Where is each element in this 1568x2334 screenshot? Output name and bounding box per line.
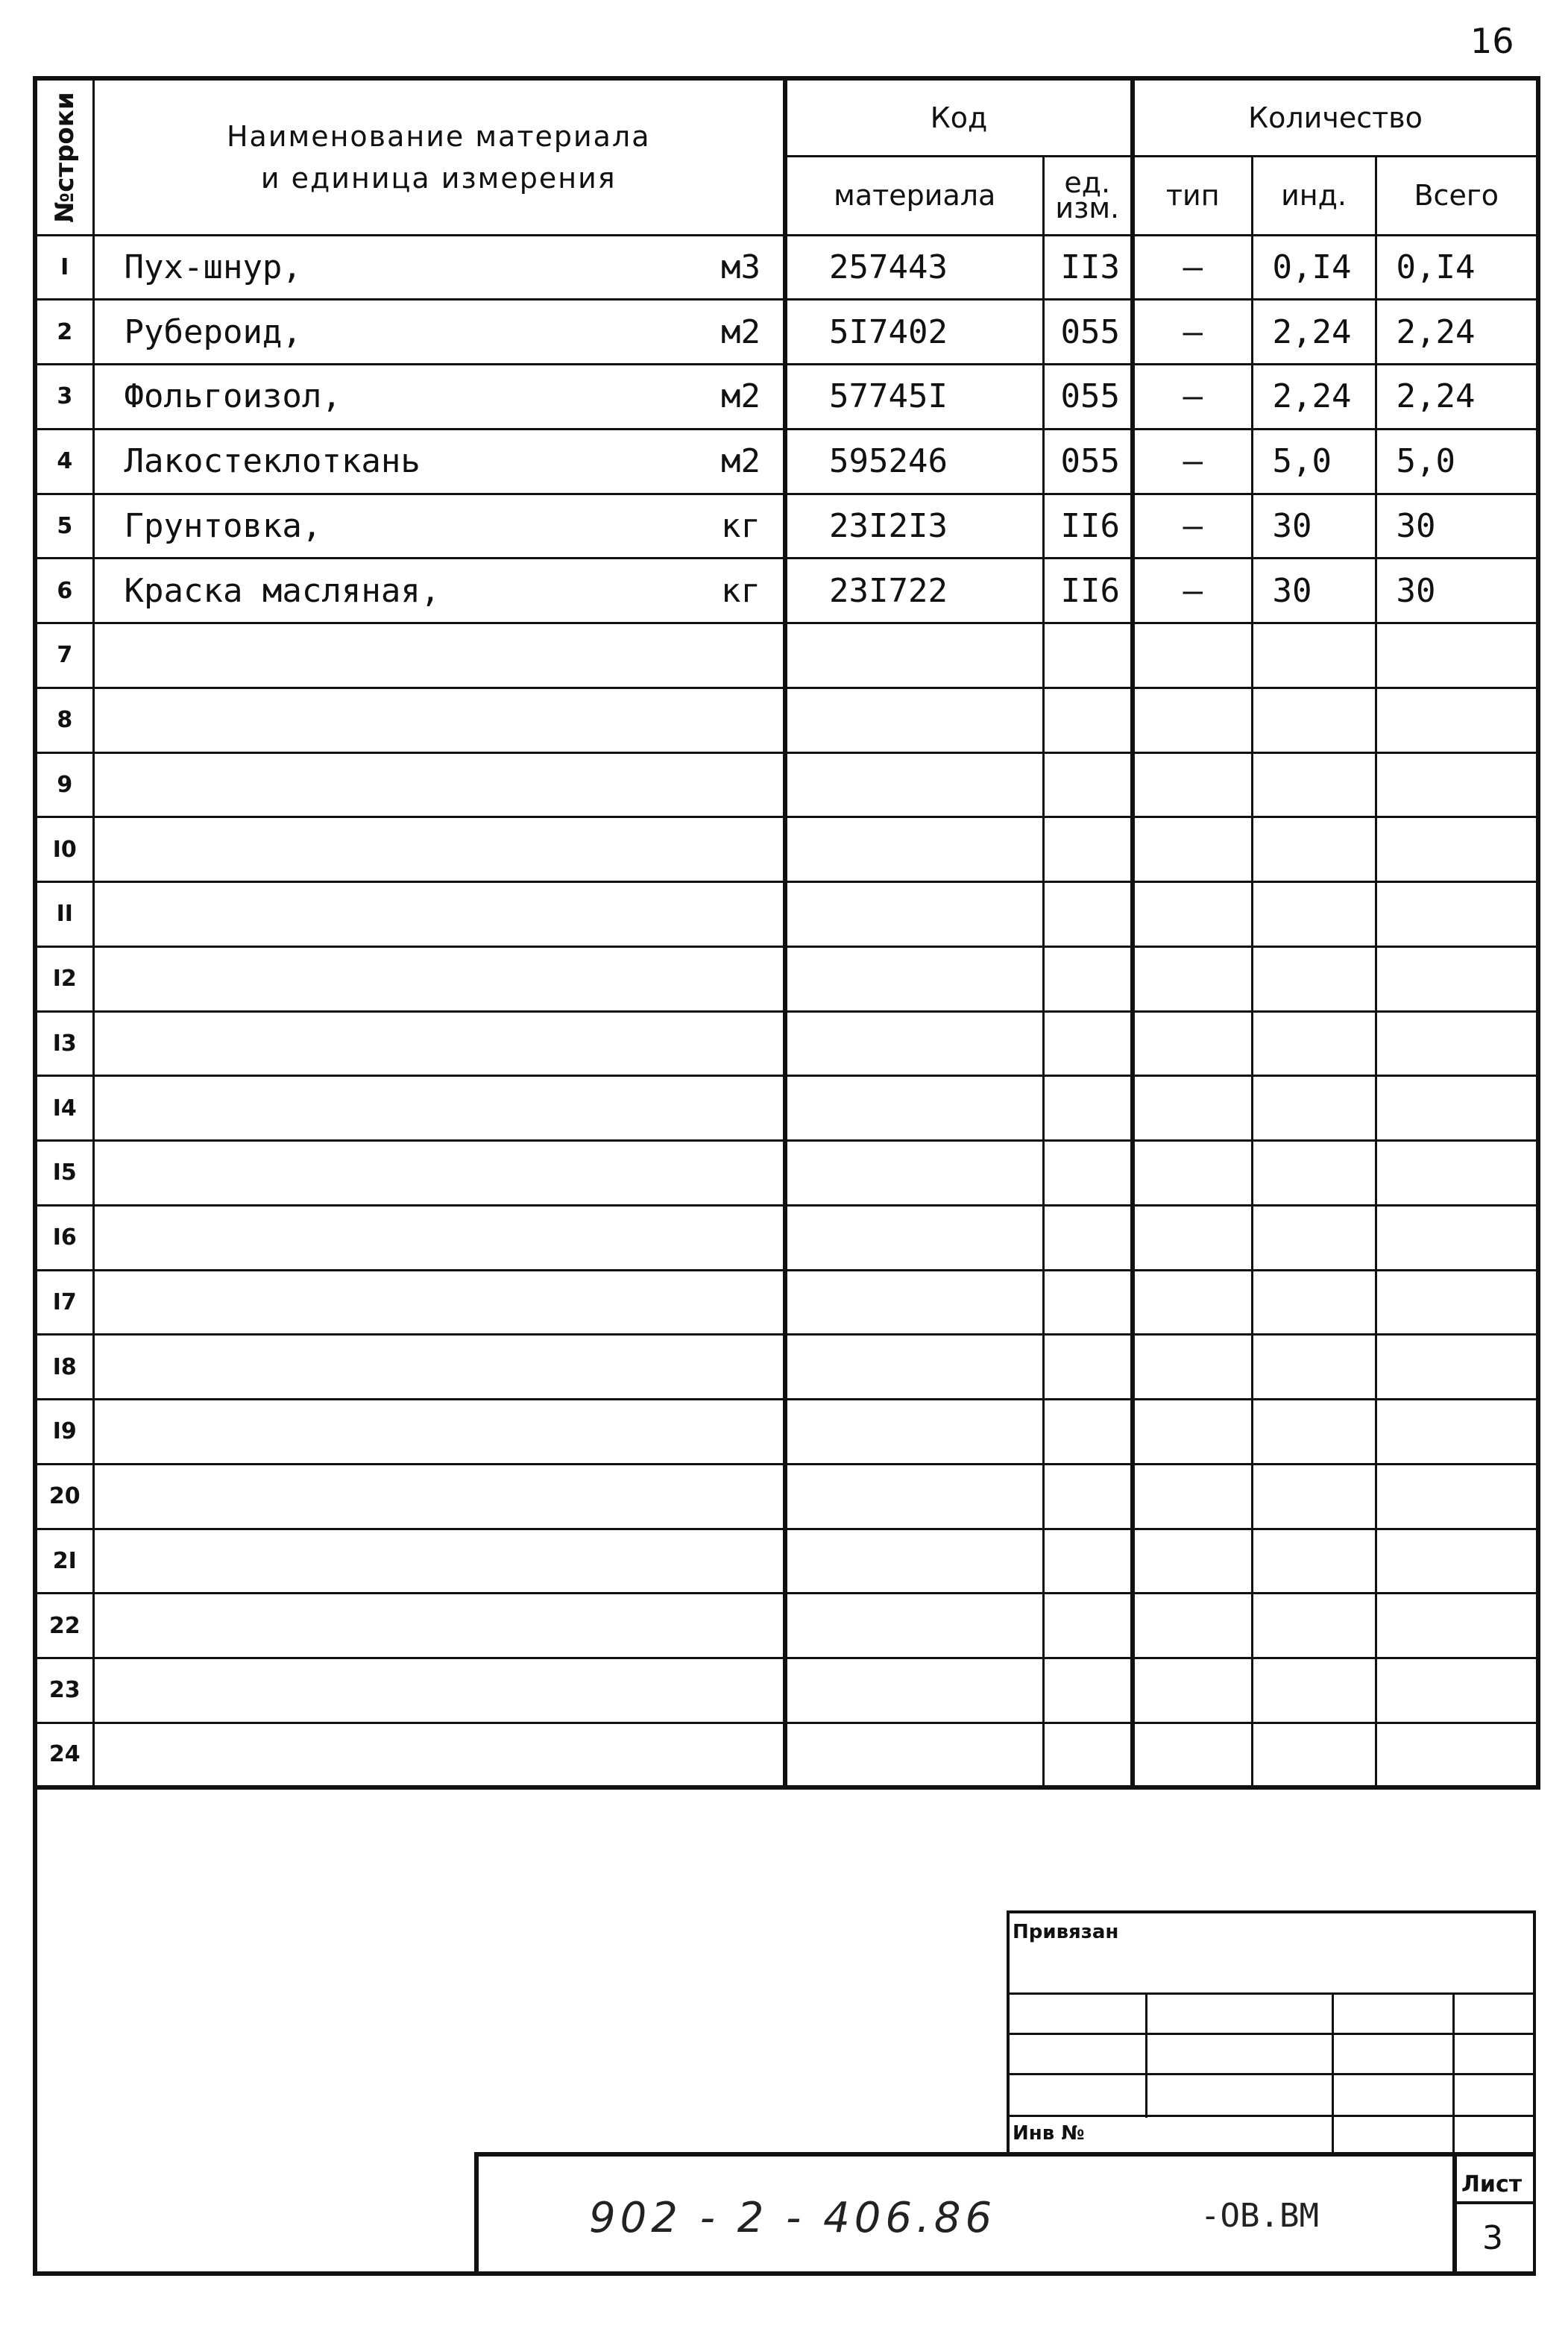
table-row [35,688,1538,752]
qty-total [1376,1011,1538,1076]
material-code: 5I7402 [785,300,1043,365]
unit-code [1043,1723,1133,1787]
qty-type [1133,1011,1252,1076]
table-row [35,1141,1538,1206]
row-number: I8 [35,1335,93,1400]
qty-total: 30 [1376,559,1538,623]
table-row [35,559,1538,623]
material-name: Краска масляная, [124,571,441,610]
qty-type: – [1133,429,1252,494]
qty-ind [1252,1723,1376,1787]
unit-code [1043,1141,1133,1206]
unit-code [1043,1594,1133,1658]
material-code [785,1464,1043,1529]
qty-ind [1252,946,1376,1011]
material-code [785,1141,1043,1206]
qty-type [1133,817,1252,882]
row-number: 2I [35,1529,93,1594]
unit-code: II6 [1043,559,1133,623]
document-code: 902 - 2 - 406.86 [589,2194,997,2242]
qty-type [1133,1723,1252,1787]
qty-ind [1252,1270,1376,1335]
row-number: 23 [35,1658,93,1723]
header-qty-ind: инд. [1252,156,1376,235]
material-name-cell [93,494,785,559]
qty-total: 2,24 [1376,300,1538,365]
material-unit: м2 [721,442,761,481]
material-code: 257443 [785,235,1043,300]
qty-total [1376,752,1538,817]
header-code-material: материала [785,156,1043,235]
row-number: 6 [35,559,93,623]
row-number: 22 [35,1594,93,1658]
table-row [35,1270,1538,1335]
row-number: 2 [35,300,93,365]
unit-code [1043,1400,1133,1465]
material-name-cell [93,1723,785,1787]
qty-type [1133,752,1252,817]
qty-ind: 2,24 [1252,300,1376,365]
row-number: I9 [35,1400,93,1465]
row-number: I2 [35,946,93,1011]
unit-code [1043,1529,1133,1594]
material-code [785,817,1043,882]
qty-total: 2,24 [1376,365,1538,430]
frame-bottom-line [33,2271,1536,2276]
header-code-unit-line1: ед. [1064,166,1111,199]
material-code [785,1076,1043,1141]
unit-code [1043,882,1133,947]
material-unit: кг [721,506,761,545]
row-number: 24 [35,1723,93,1787]
material-name-cell [93,688,785,752]
qty-type: – [1133,365,1252,430]
material-code [785,1658,1043,1723]
stamp-line-4 [1007,2115,1536,2117]
table-row [35,1011,1538,1076]
stamp-bound-label: Привязан [1013,1921,1119,1943]
qty-type [1133,1141,1252,1206]
material-name-cell [93,300,785,365]
material-code [785,752,1043,817]
header-row-number [35,78,93,235]
qty-type [1133,946,1252,1011]
qty-ind [1252,1076,1376,1141]
unit-code [1043,688,1133,752]
row-number: I4 [35,1076,93,1141]
qty-type [1133,1076,1252,1141]
unit-code: 055 [1043,300,1133,365]
material-code [785,1011,1043,1076]
table-row [35,365,1538,430]
unit-code [1043,1464,1133,1529]
material-unit: м2 [721,312,761,351]
stamp-line-2 [1007,2033,1536,2035]
unit-code: 055 [1043,429,1133,494]
material-name-cell [93,1141,785,1206]
stamp-line-3 [1007,2073,1536,2075]
qty-ind: 5,0 [1252,429,1376,494]
table-row [35,752,1538,817]
header-qty-total: Всего [1376,156,1538,235]
qty-type [1133,1205,1252,1270]
sheet-label: Лист [1461,2171,1523,2198]
unit-code: II6 [1043,494,1133,559]
qty-ind [1252,1141,1376,1206]
unit-code [1043,1270,1133,1335]
table-row [35,1658,1538,1723]
material-name-cell [93,623,785,688]
qty-ind [1252,1464,1376,1529]
row-number: 3 [35,365,93,430]
stamp-vline-1 [1145,1992,1147,2118]
material-name-cell [93,1658,785,1723]
table-row [35,1464,1538,1529]
qty-total [1376,688,1538,752]
qty-total [1376,1594,1538,1658]
table-row [35,1400,1538,1465]
qty-total [1376,1205,1538,1270]
qty-ind: 2,24 [1252,365,1376,430]
material-name-cell [93,1205,785,1270]
header-quantity: Количество [1133,78,1538,156]
unit-code [1043,1011,1133,1076]
unit-code [1043,1076,1133,1141]
qty-type: – [1133,300,1252,365]
table-row [35,1076,1538,1141]
stamp-vline-2 [1332,1992,1334,2157]
qty-total [1376,623,1538,688]
qty-type [1133,1335,1252,1400]
material-name-cell [93,1335,785,1400]
header-row-number-label: №строки [49,92,80,223]
material-code: 23I2I3 [785,494,1043,559]
material-code: 595246 [785,429,1043,494]
material-code [785,1205,1043,1270]
material-name-cell [93,1270,785,1335]
material-unit: м3 [721,248,761,286]
materials-table [33,76,1540,1790]
material-name: Рубероид, [124,312,302,351]
unit-code [1043,623,1133,688]
header-material-name-line2: и единица измерения [260,161,617,195]
qty-total: 30 [1376,494,1538,559]
title-block-left-line [474,2152,479,2276]
row-number: I3 [35,1011,93,1076]
header-material-name-line1: Наименование материала [226,119,651,153]
stamp-right-line [1533,1910,1536,2276]
qty-type: – [1133,494,1252,559]
header-qty-type: тип [1133,156,1252,235]
table-row [35,235,1538,300]
qty-ind: 30 [1252,559,1376,623]
sheet-number: 3 [1482,2219,1503,2257]
table-row [35,817,1538,882]
row-number: I6 [35,1205,93,1270]
qty-ind [1252,1011,1376,1076]
qty-ind [1252,1658,1376,1723]
material-name: Грунтовка, [124,506,322,545]
material-name-cell [93,752,785,817]
qty-total [1376,1076,1538,1141]
material-name-cell [93,559,785,623]
qty-ind [1252,882,1376,947]
page-number: 16 [1470,21,1514,61]
qty-total [1376,1658,1538,1723]
qty-ind [1252,623,1376,688]
qty-total: 0,I4 [1376,235,1538,300]
title-block-top-line [474,2152,1536,2157]
qty-total [1376,1141,1538,1206]
row-number: 9 [35,752,93,817]
table-row [35,1529,1538,1594]
unit-code [1043,1658,1133,1723]
material-name-cell [93,946,785,1011]
row-number: I0 [35,817,93,882]
material-code [785,1335,1043,1400]
qty-type: – [1133,235,1252,300]
qty-type [1133,688,1252,752]
qty-type [1133,1658,1252,1723]
row-number: 20 [35,1464,93,1529]
row-number: I [35,235,93,300]
qty-type [1133,882,1252,947]
material-code [785,882,1043,947]
document-code-suffix: -ОВ.ВМ [1200,2197,1319,2235]
row-number: I7 [35,1270,93,1335]
qty-type [1133,623,1252,688]
unit-code [1043,1205,1133,1270]
material-code [785,946,1043,1011]
material-code [785,1270,1043,1335]
qty-ind [1252,817,1376,882]
unit-code: 055 [1043,365,1133,430]
material-name-cell [93,1464,785,1529]
table-row [35,623,1538,688]
qty-total [1376,1529,1538,1594]
qty-ind [1252,1205,1376,1270]
material-code [785,688,1043,752]
header-code-unit [1043,156,1133,235]
qty-total [1376,1723,1538,1787]
qty-total [1376,1464,1538,1529]
material-name-cell [93,1011,785,1076]
qty-total [1376,882,1538,947]
frame-left-line [33,1790,37,2276]
qty-ind [1252,1529,1376,1594]
materials-table-body [35,235,1538,1787]
stamp-inv-label: Инв № [1013,2122,1085,2145]
material-code [785,1529,1043,1594]
material-code [785,623,1043,688]
material-name: Лакостеклоткань [124,442,421,481]
material-code [785,1594,1043,1658]
material-name-cell [93,1400,785,1465]
qty-type [1133,1270,1252,1335]
material-name-cell [93,429,785,494]
row-number: 7 [35,623,93,688]
qty-total [1376,1270,1538,1335]
unit-code [1043,1335,1133,1400]
qty-type: – [1133,559,1252,623]
material-name-cell [93,365,785,430]
stamp-top-line [1007,1910,1536,1913]
table-row [35,946,1538,1011]
sheet-box-left-line [1452,2157,1457,2276]
qty-total [1376,1400,1538,1465]
header-code: Код [785,78,1133,156]
qty-ind [1252,688,1376,752]
table-row [35,882,1538,947]
material-name-cell [93,235,785,300]
unit-code [1043,817,1133,882]
material-unit: кг [721,571,761,610]
qty-total [1376,817,1538,882]
unit-code [1043,752,1133,817]
material-name: Фольгоизол, [124,377,341,416]
material-code [785,1400,1043,1465]
table-row [35,429,1538,494]
material-unit: м2 [721,377,761,416]
row-number: 8 [35,688,93,752]
row-number: 5 [35,494,93,559]
qty-ind [1252,752,1376,817]
qty-total [1376,946,1538,1011]
material-name: Пух-шнур, [124,248,302,286]
material-name-cell [93,1594,785,1658]
stamp-line-1 [1007,1992,1536,1995]
qty-type [1133,1529,1252,1594]
table-row [35,1594,1538,1658]
table-row [35,300,1538,365]
qty-type [1133,1464,1252,1529]
qty-type [1133,1400,1252,1465]
unit-code [1043,946,1133,1011]
material-code: 57745I [785,365,1043,430]
material-code: 23I722 [785,559,1043,623]
qty-total [1376,1335,1538,1400]
sheet-box-mid-line [1452,2201,1536,2204]
material-name-cell [93,1076,785,1141]
row-number: II [35,882,93,947]
material-name-cell [93,817,785,882]
qty-ind: 0,I4 [1252,235,1376,300]
table-row [35,1335,1538,1400]
qty-total: 5,0 [1376,429,1538,494]
qty-ind: 30 [1252,494,1376,559]
row-number: I5 [35,1141,93,1206]
qty-type [1133,1594,1252,1658]
header-material-name [93,78,785,235]
row-number: 4 [35,429,93,494]
qty-ind [1252,1400,1376,1465]
material-name-cell [93,882,785,947]
unit-code: II3 [1043,235,1133,300]
material-name-cell [93,1529,785,1594]
qty-ind [1252,1335,1376,1400]
table-row [35,1205,1538,1270]
qty-ind [1252,1594,1376,1658]
table-row [35,1723,1538,1787]
table-row [35,494,1538,559]
header-code-unit-line2: изм. [1055,192,1120,224]
material-code [785,1723,1043,1787]
